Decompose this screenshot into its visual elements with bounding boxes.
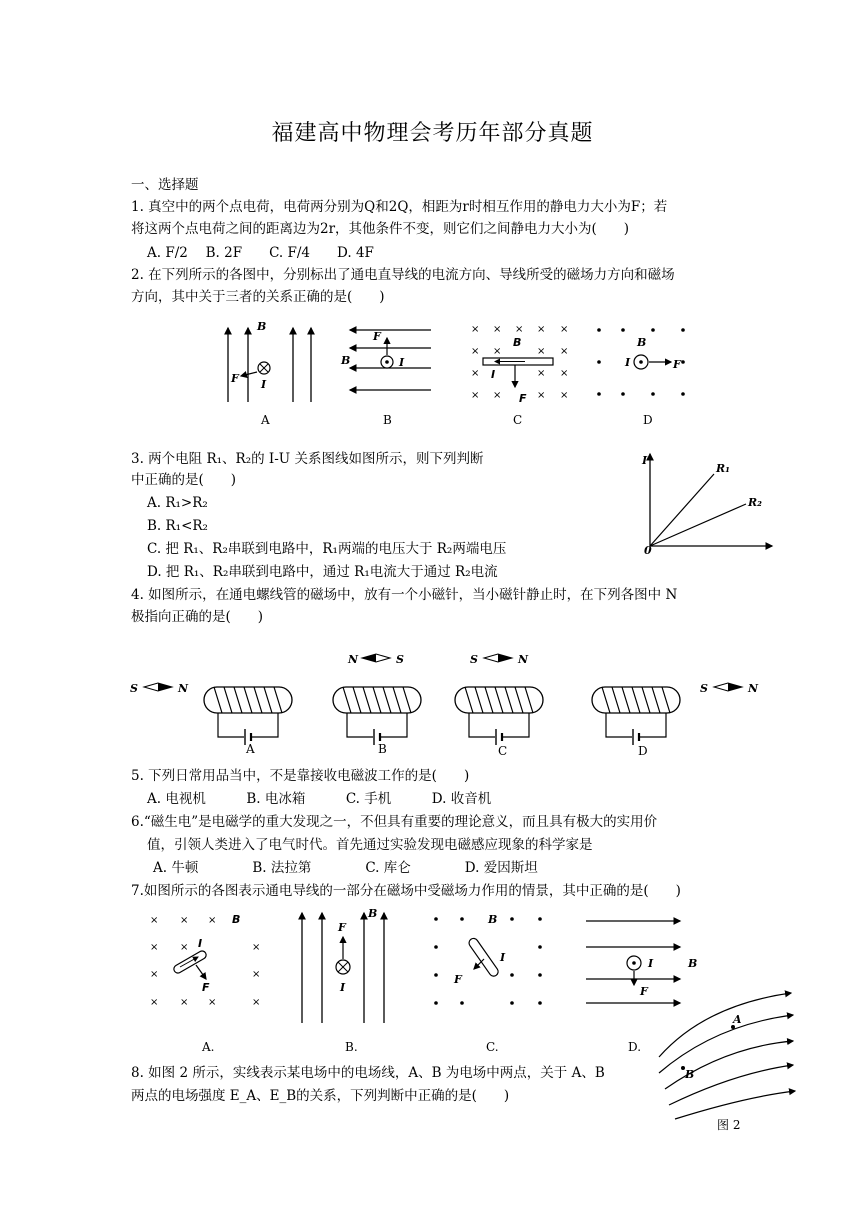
q7-c-I: I — [500, 951, 506, 964]
svg-text:×: × — [537, 368, 546, 379]
svg-text:×: × — [493, 390, 502, 401]
q7-d-F: F — [640, 985, 648, 998]
q1-options: A. F/2 B. 2F C. F/4 D. 4F — [147, 245, 374, 261]
q7-figure — [140, 903, 710, 1058]
q2-c-I: I — [491, 368, 496, 381]
svg-text:×: × — [252, 942, 261, 953]
q4-b-label: B — [378, 742, 387, 756]
q5-line1: 5. 下列日常用品当中，不是靠接收电磁波工作的是( ) — [131, 768, 470, 784]
q3-line2: 中正确的是( ) — [131, 472, 237, 488]
q8-point-a: A — [733, 1013, 742, 1026]
q4-fig-d — [592, 682, 759, 758]
q6-line1: 6.“磁生电”是电磁学的重大发现之一，不但具有重要的理论意义，而且具有极大的实用价 — [131, 814, 658, 830]
q2-d-I: I — [625, 356, 631, 369]
q7-d-B: B — [688, 957, 698, 970]
q2-b-B: B — [341, 354, 351, 367]
q4-a-label: A — [246, 742, 255, 756]
svg-text:×: × — [208, 997, 217, 1008]
q5-options: A. 电视机 B. 电冰箱 C. 手机 D. 收音机 — [147, 791, 492, 807]
q4-a-s: S — [130, 682, 138, 695]
q7-d-label: D. — [628, 1040, 642, 1054]
q2-c-label: C — [513, 413, 523, 427]
q7-fig-a — [150, 913, 260, 1054]
svg-text:×: × — [180, 915, 189, 926]
svg-text:×: × — [471, 324, 480, 335]
q4-b-s: S — [396, 653, 404, 666]
q3-origin: 0 — [644, 544, 652, 556]
q4-fig-b — [333, 653, 421, 756]
svg-text:×: × — [180, 942, 189, 953]
svg-text:×: × — [150, 997, 159, 1008]
q2-d-F: F — [673, 358, 681, 371]
svg-text:×: × — [537, 324, 546, 335]
q3-label-r2: R₂ — [748, 496, 762, 509]
q3-opt-a: A. R₁>R₂ — [147, 495, 208, 511]
q7-a-B: B — [232, 913, 241, 926]
svg-text:×: × — [560, 346, 569, 357]
q3-opt-d: D. 把 R₁、R₂串联到电路中，通过 R₁电流大于通过 R₂电流 — [147, 564, 498, 580]
q6-line2: 值，引领人类进入了电气时代。首先通过实验发现电磁感应现象的科学家是 — [147, 837, 593, 853]
svg-text:×: × — [560, 324, 569, 335]
q2-a-B: B — [257, 320, 267, 333]
q2-d-label: D — [643, 413, 653, 427]
q2-a-label: A — [261, 413, 270, 427]
svg-text:×: × — [493, 324, 502, 335]
q3-label-r1: R₁ — [716, 462, 730, 475]
q7-fig-b — [302, 907, 384, 1054]
q4-c-n: N — [518, 653, 529, 666]
svg-text:×: × — [560, 368, 569, 379]
q8-line2: 两点的电场强度 E_A、E_B的关系，下列判断中正确的是( ) — [131, 1088, 510, 1104]
q2-line1: 2. 在下列所示的各图中，分别标出了通电直导线的电流方向、导线所受的磁场力方向和磁场 — [131, 267, 675, 283]
q8-line1: 8. 如图 2 所示，实线表示某电场中的电场线，A、B 为电场中两点，关于 A、B — [131, 1065, 605, 1081]
q4-c-s: S — [470, 653, 478, 666]
q4-d-n: N — [748, 682, 759, 695]
q4-c-label: C — [498, 744, 508, 758]
q7-b-F: F — [338, 921, 346, 934]
q2-d-B: B — [637, 336, 647, 349]
q2-fig-c — [471, 324, 568, 427]
q1-line2: 将这两个点电荷之间的距离边为2r，其他条件不变，则它们之间静电力大小为( ) — [131, 221, 630, 237]
svg-text:×: × — [471, 390, 480, 401]
q7-b-I: I — [340, 981, 346, 994]
svg-text:×: × — [537, 390, 546, 401]
section-heading: 一、选择题 — [131, 177, 199, 193]
q4-fig-a — [130, 682, 292, 756]
q2-c-B: B — [513, 336, 522, 349]
svg-text:×: × — [471, 346, 480, 357]
q2-fig-d — [597, 328, 685, 427]
q2-fig-b — [340, 330, 431, 427]
svg-text:×: × — [560, 390, 569, 401]
q3-opt-b: B. R₁<R₂ — [147, 518, 208, 534]
q2-fig-a — [228, 320, 311, 427]
q4-b-n: N — [348, 653, 359, 666]
svg-text:×: × — [252, 969, 261, 980]
q8-point-b: B — [685, 1068, 695, 1081]
q7-a-label: A. — [202, 1040, 215, 1054]
q4-figure — [128, 645, 778, 760]
q7-a-I: I — [198, 937, 203, 950]
q8-field-figure — [655, 985, 800, 1135]
q7-b-label: B. — [345, 1040, 358, 1054]
q2-a-I: I — [261, 378, 267, 391]
q3-opt-c: C. 把 R₁、R₂串联到电路中，R₁两端的电压大于 R₂两端电压 — [147, 541, 507, 557]
q3-line1: 3. 两个电阻 R₁、R₂的 I-U 关系图线如图所示，则下列判断 — [131, 451, 484, 467]
svg-text:×: × — [150, 969, 159, 980]
svg-text:×: × — [252, 997, 261, 1008]
q1-line1: 1. 真空中的两个点电荷，电荷两分别为Q和2Q，相距为r时相互作用的静电力大小为F；若 — [131, 199, 668, 215]
q2-line2: 方向，其中关于三者的关系正确的是( ) — [131, 289, 385, 305]
q7-b-B: B — [368, 907, 378, 920]
svg-text:×: × — [180, 997, 189, 1008]
q2-b-F: F — [373, 330, 381, 343]
q3-iu-graph — [638, 446, 778, 556]
q2-a-F: F — [231, 372, 239, 385]
svg-text:×: × — [493, 346, 502, 357]
svg-text:×: × — [537, 346, 546, 357]
q7-fig-c — [434, 913, 542, 1054]
q2-figure — [213, 310, 723, 430]
q8-fig-caption: 图 2 — [717, 1118, 741, 1132]
q4-a-n: N — [178, 682, 189, 695]
q4-d-s: S — [700, 682, 708, 695]
svg-text:×: × — [150, 915, 159, 926]
q7-line1: 7.如图所示的各图表示通电导线的一部分在磁场中受磁场力作用的情景，其中正确的是( ) — [131, 883, 681, 899]
q4-fig-c — [455, 653, 543, 758]
q7-d-I: I — [648, 957, 654, 970]
q2-b-label: B — [383, 413, 392, 427]
q6-options: A. 牛顿 B. 法拉第 C. 库仑 D. 爱因斯坦 — [153, 860, 538, 876]
q2-c-F: F — [519, 392, 527, 405]
svg-text:×: × — [208, 915, 217, 926]
q7-c-label: C. — [486, 1040, 499, 1054]
q7-a-F: F — [202, 981, 210, 994]
q4-line2: 极指向正确的是( ) — [131, 609, 264, 625]
q2-b-I: I — [399, 356, 405, 369]
page-title: 福建高中物理会考历年部分真题 — [271, 121, 594, 146]
svg-text:×: × — [471, 368, 480, 379]
q4-d-label: D — [638, 744, 648, 758]
q4-line1: 4. 如图所示，在通电螺线管的磁场中，放有一个小磁针，当小磁针静止时，在下列各图中 N — [131, 587, 678, 603]
q3-axis-i: I — [642, 454, 648, 467]
q7-c-F: F — [454, 973, 462, 986]
svg-text:×: × — [150, 942, 159, 953]
svg-text:×: × — [515, 324, 524, 335]
q7-c-B: B — [488, 913, 498, 926]
